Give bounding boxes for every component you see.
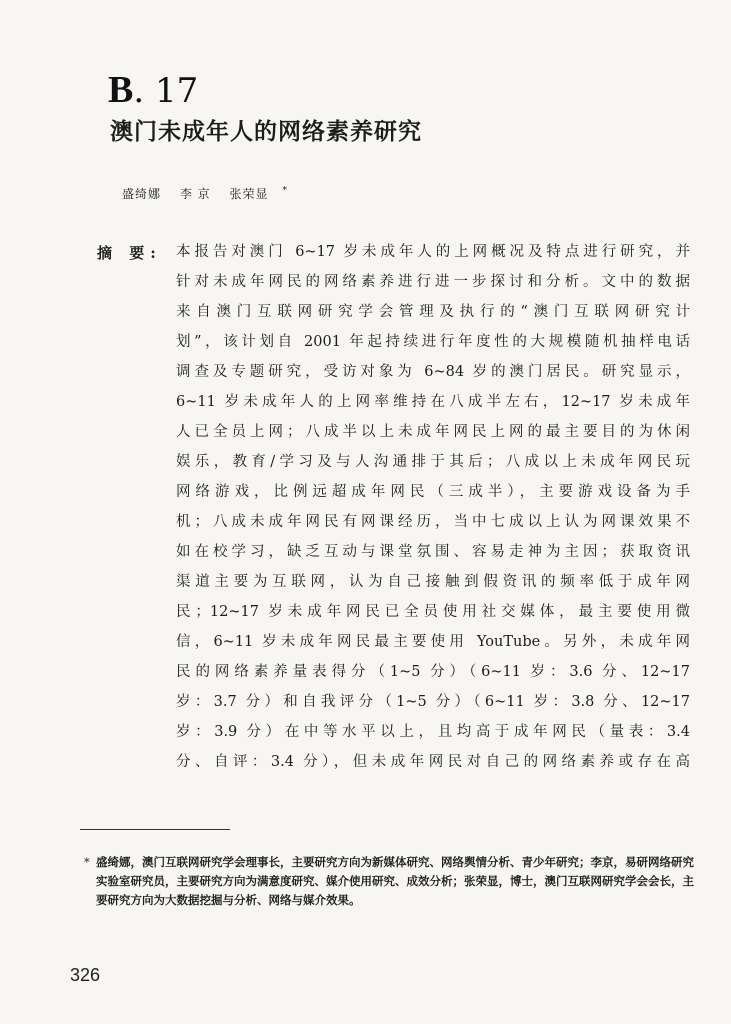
- abstract-line: 如在校学习，缺乏互动与课堂氛围、容易走神为主因；获取资讯: [176, 544, 690, 560]
- page-title: 澳门未成年人的网络素养研究: [110, 118, 422, 145]
- footnote-text: 盛绮娜，澳门互联网研究学会理事长，主要研究方向为新媒体研究、网络舆情分析、青少年研究；李京，易研网络研究实验室研究员，主要研究方向为满意度研究、媒介使用研究、成效分析；张荣显，博士，澳门互联网研究学会会长，主要研究方向为大数据挖掘与分析、网络与媒介效果。: [96, 855, 694, 907]
- abstract-line: 分、自评：3.4 分），但未成年网民对自己的网络素养或存在高: [176, 754, 690, 770]
- page-number: 326: [70, 965, 101, 985]
- abstract-line: 民；12~17 岁未成年网民已全员使用社交媒体，最主要使用微: [176, 604, 690, 620]
- abstract-line: 网络游戏，比例远超成年网民（三成半），主要游戏设备为手: [176, 484, 690, 500]
- author-line: [122, 182, 302, 203]
- abstract-line: 民的网络素养量表得分（1~5 分）（6~11 岁：3.6 分、12~17: [176, 664, 690, 680]
- author-2: 李 京: [179, 187, 211, 201]
- author-1: 盛绮娜: [122, 187, 162, 201]
- abstract-line: 岁：3.7 分）和自我评分（1~5 分）（6~11 岁：3.8 分、12~17: [176, 694, 690, 710]
- chapter-index: . 17: [133, 71, 199, 111]
- author-3: [230, 187, 289, 201]
- footnote-mark: *: [84, 855, 90, 869]
- abstract-line: 调查及专题研究，受访对象为 6~84 岁的澳门居民。研究显示，: [176, 364, 690, 380]
- abstract-label: 摘 要:: [97, 244, 162, 262]
- abstract-line: 划”，该计划自 2001 年起持续进行年度性的大规模随机抽样电话: [176, 334, 690, 350]
- abstract-line: 来自澳门互联网研究学会管理及执行的“澳门互联网研究计: [176, 304, 690, 320]
- footnote-divider: [80, 829, 230, 830]
- abstract-line: 人已全员上网；八成半以上未成年网民上网的最主要目的为休闲: [176, 424, 690, 440]
- abstract-body: [176, 237, 690, 777]
- author-note-mark: *: [282, 186, 289, 196]
- abstract-line: 本报告对澳门 6~17 岁未成年人的上网概况及特点进行研究，并: [176, 244, 690, 260]
- abstract-line: 针对未成年网民的网络素养进行进一步探讨和分析。文中的数据: [176, 274, 690, 290]
- abstract-line: 机；八成未成年网民有网课经历，当中七成以上认为网课效果不: [176, 514, 690, 530]
- abstract-line: 6~11 岁未成年人的上网率维持在八成半左右，12~17 岁未成年: [176, 394, 690, 410]
- author-3-name: 张荣显: [229, 187, 269, 201]
- chapter-number: [108, 70, 198, 111]
- abstract-line: 渠道主要为互联网，认为自己接触到假资讯的频率低于成年网: [176, 574, 690, 590]
- author-footnote: [84, 853, 694, 910]
- abstract-line: 信，6~11 岁未成年网民最主要使用 YouTube。另外，未成年网: [176, 634, 690, 650]
- abstract-line: 岁：3.9 分）在中等水平以上，且均高于成年网民（量表：3.4: [176, 724, 690, 740]
- chapter-prefix: B: [108, 69, 134, 111]
- abstract-line: 娱乐，教育/学习及与人沟通排于其后；八成以上未成年网民玩: [176, 454, 690, 470]
